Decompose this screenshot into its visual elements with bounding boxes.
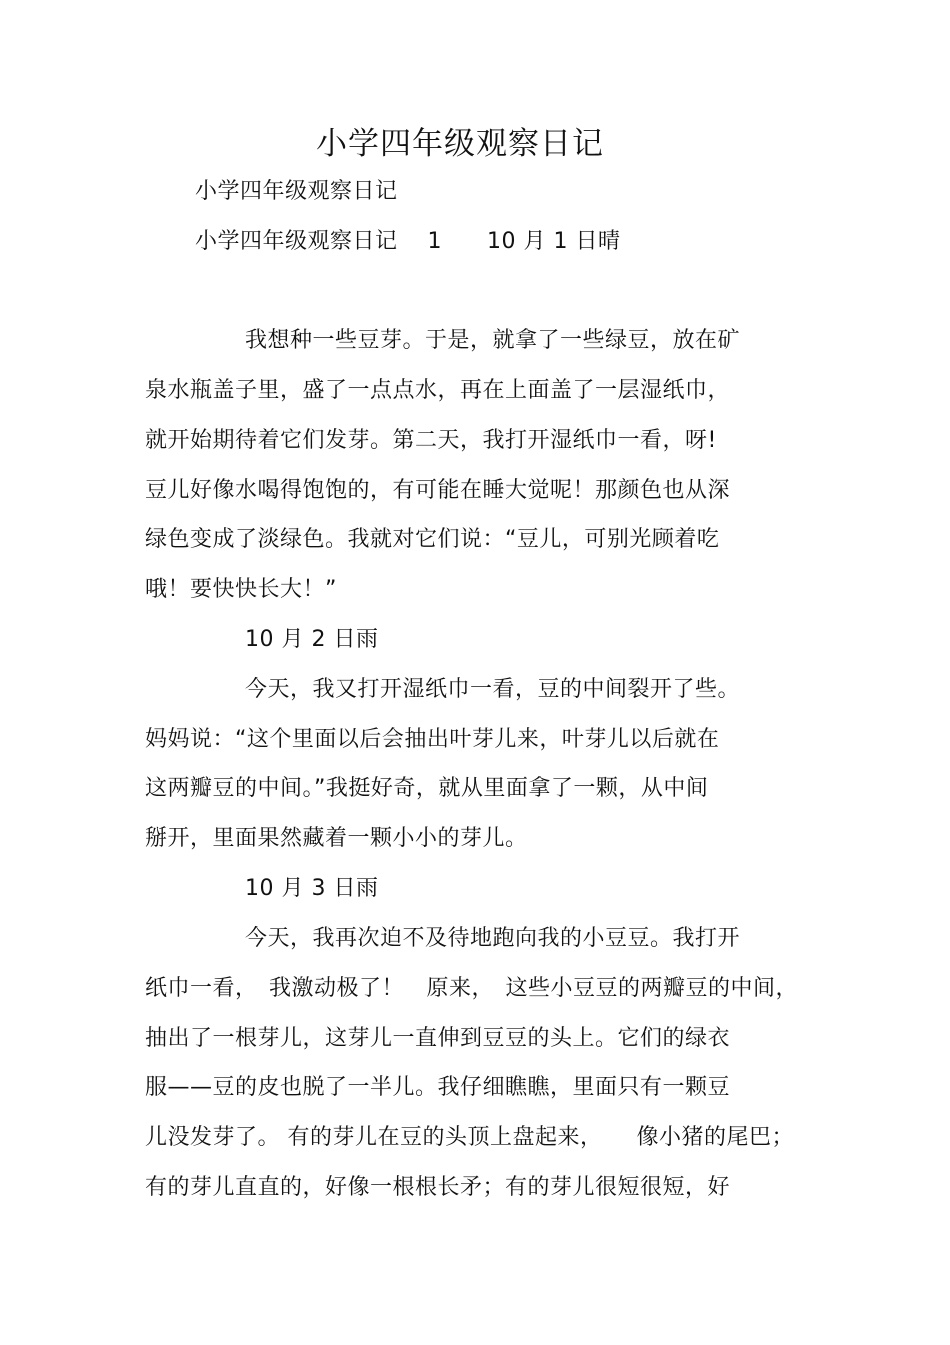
date-heading-2: 10 月 2 日雨 [245, 627, 379, 652]
entry-heading: 小学四年级观察日记 1 10 月 1 日晴 [195, 229, 621, 254]
paragraph-3-line-2: 纸巾一看， 我激动极了！ 原来， 这些小豆豆的两瓣豆的中间， [145, 976, 799, 1001]
paragraph-3-line-3: 抽出了一根芽儿，这芽儿一直伸到豆豆的头上。它们的绿衣 [145, 1026, 731, 1051]
date-heading-3: 10 月 3 日雨 [245, 876, 379, 901]
paragraph-1-line-6: 哦！要快快长大！” [145, 577, 337, 602]
document-subtitle: 小学四年级观察日记 [195, 179, 398, 204]
paragraph-1-line-5: 绿色变成了淡绿色。我就对它们说：“豆儿，可别光顾着吃 [145, 527, 720, 552]
paragraph-1-line-2: 泉水瓶盖子里，盛了一点点水，再在上面盖了一层湿纸巾， [145, 378, 731, 403]
paragraph-2-line-2: 妈妈说：“这个里面以后会抽出叶芽儿来，叶芽儿以后就在 [145, 727, 720, 752]
paragraph-1-line-1: 我想种一些豆芽。于是，就拿了一些绿豆，放在矿 [245, 328, 741, 353]
paragraph-2-line-4: 掰开，里面果然藏着一颗小小的芽儿。 [145, 826, 528, 851]
paragraph-3-line-4: 服——豆的皮也脱了一半儿。我仔细瞧瞧，里面只有一颗豆 [145, 1075, 731, 1100]
paragraph-1-line-3: 就开始期待着它们发芽。第二天，我打开湿纸巾一看，呀! [145, 428, 717, 453]
document-title: 小学四年级观察日记 [316, 126, 604, 162]
paragraph-3-line-6: 有的芽儿直直的，好像一根根长矛；有的芽儿很短很短，好 [145, 1175, 731, 1200]
paragraph-3-line-1: 今天，我再次迫不及待地跑向我的小豆豆。我打开 [245, 926, 741, 951]
paragraph-3-line-5: 儿没发芽了。 有的芽儿在豆的头顶上盘起来， 像小猪的尾巴； [145, 1125, 794, 1150]
paragraph-1-line-4: 豆儿好像水喝得饱饱的，有可能在睡大觉呢！那颜色也从深 [145, 478, 731, 503]
paragraph-2-line-1: 今天，我又打开湿纸巾一看，豆的中间裂开了些。 [245, 677, 741, 702]
paragraph-2-line-3: 这两瓣豆的中间。”我挺好奇，就从里面拿了一颗，从中间 [145, 776, 709, 801]
